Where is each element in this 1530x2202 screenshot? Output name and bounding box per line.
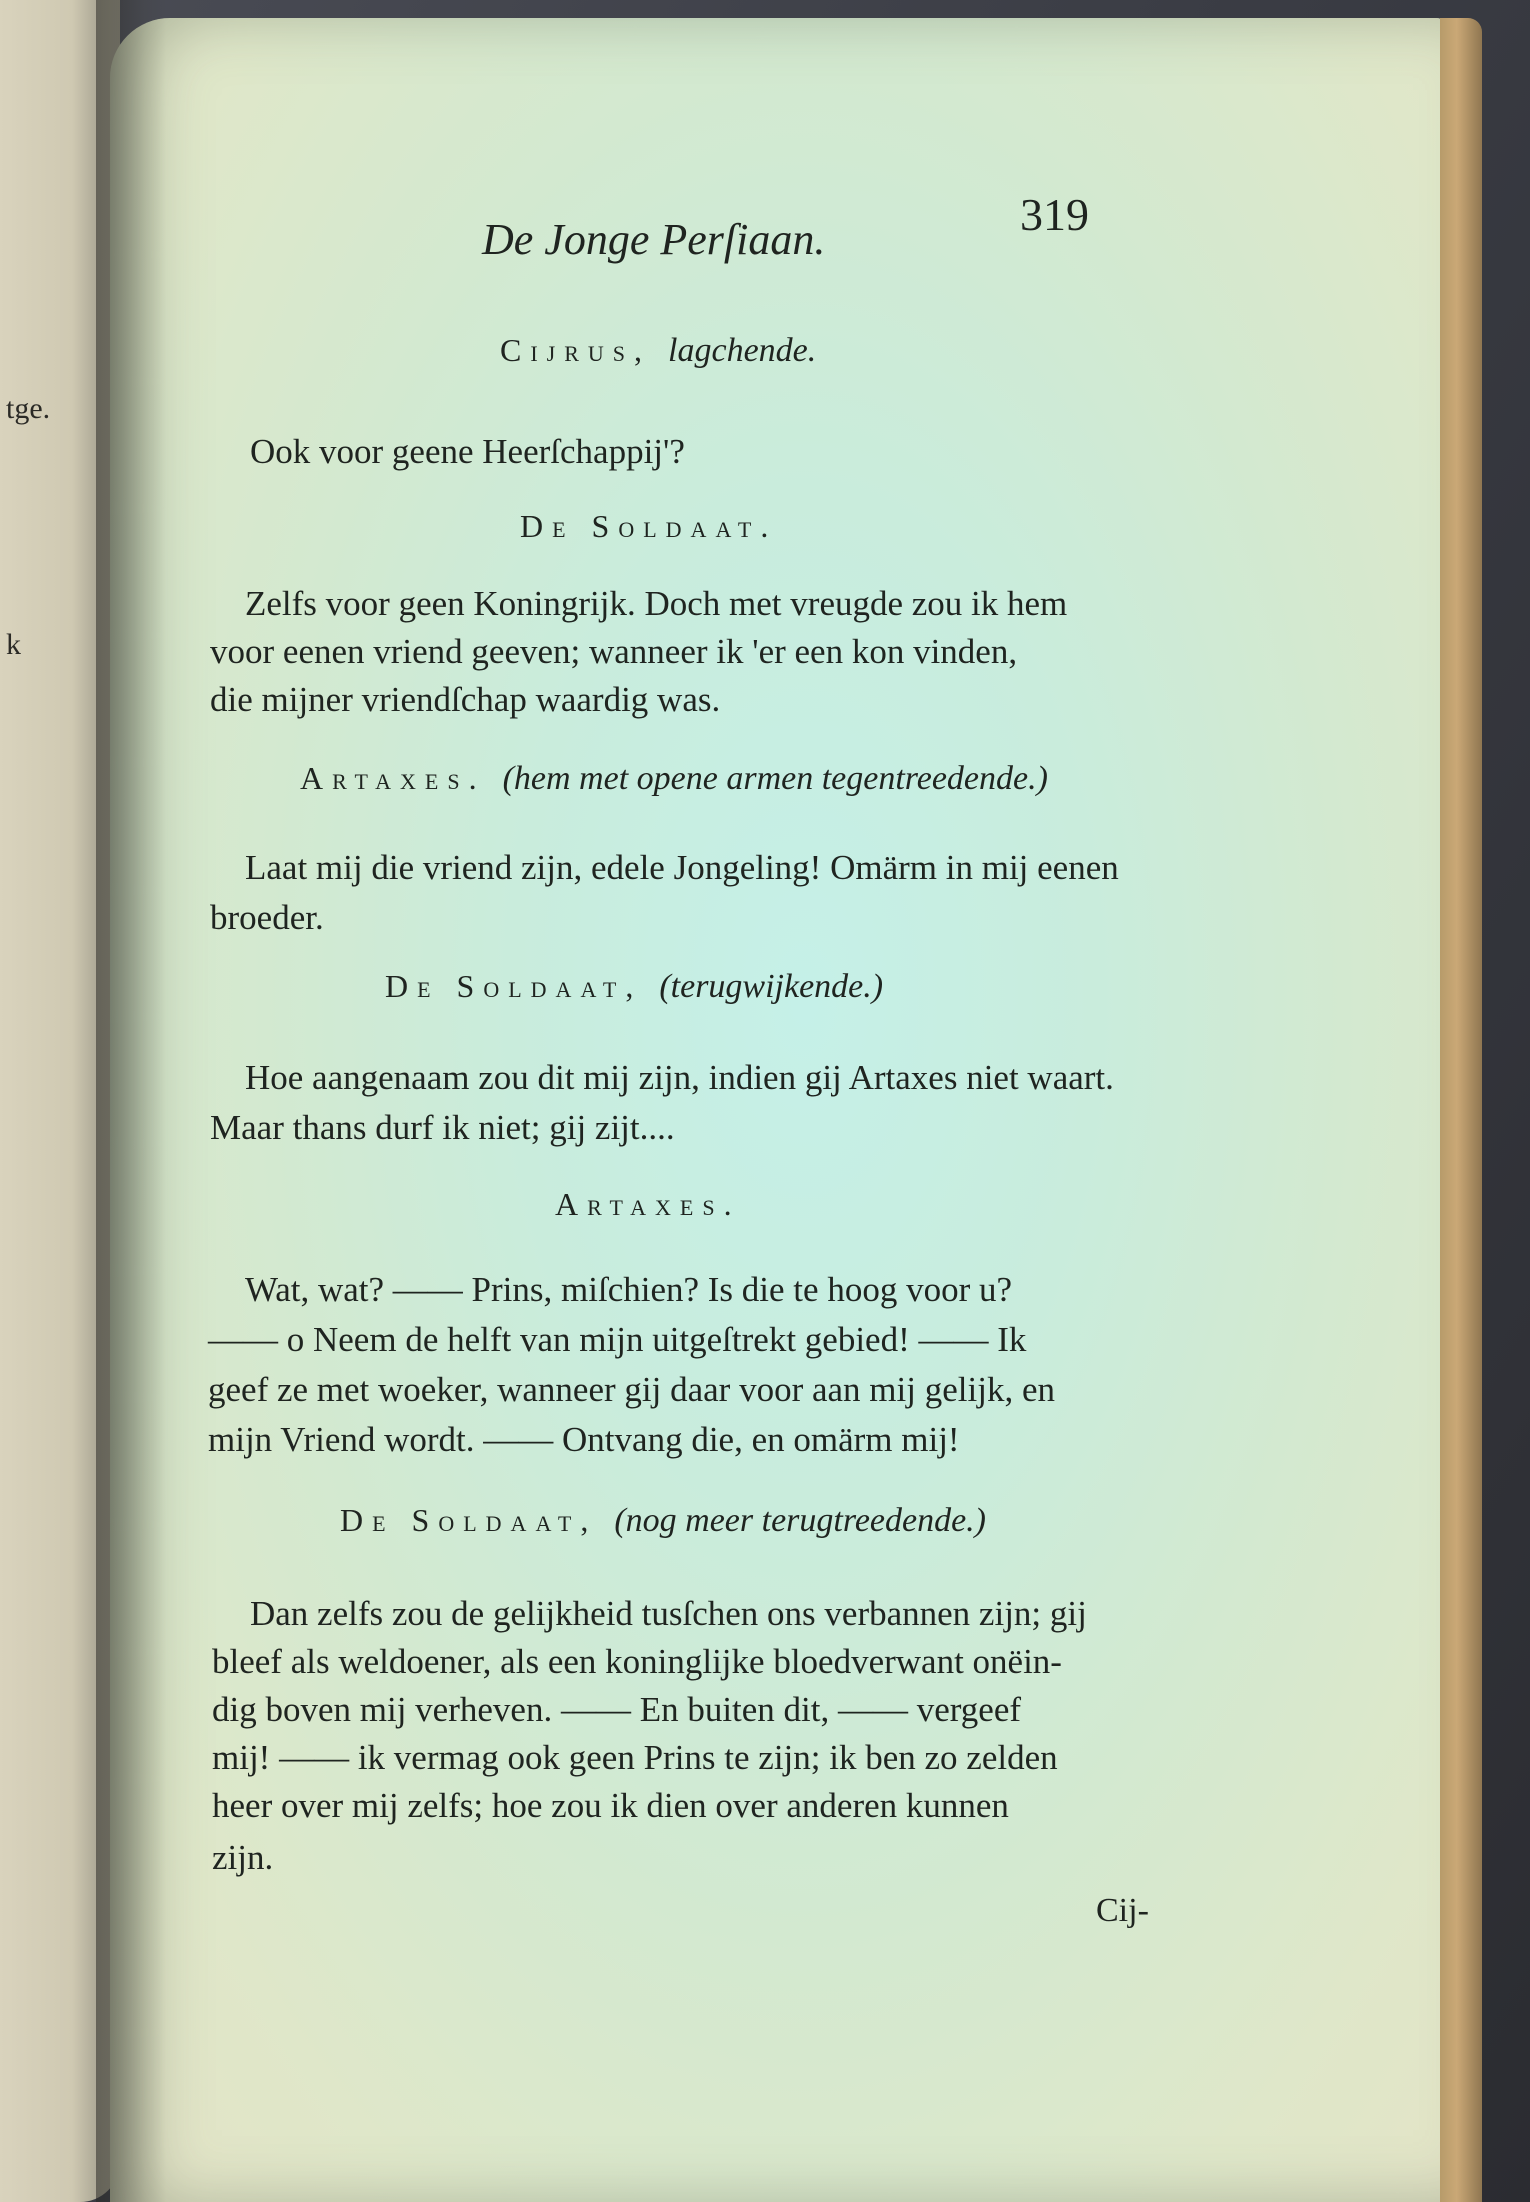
speaker-name: De Soldaat. bbox=[520, 508, 778, 544]
speech-line: dig boven mij verheven. —— En buiten dit, —— vergeef bbox=[212, 1690, 1022, 1729]
speech-line: Ook voor geene Heerſchappij'? bbox=[250, 432, 685, 471]
stage-direction: (nog meer terugtreedende.) bbox=[614, 1502, 987, 1539]
speech-line-text: Zelfs voor geen Koningrijk. Doch met vreugde zou ik hem bbox=[245, 584, 1068, 623]
speech-line: Wat, wat? —— Prins, miſchien? Is die te hoog voor u? bbox=[245, 1270, 1013, 1309]
speech-line: Hoe aangenaam zou dit mij zijn, indien gij Artaxes niet waart. bbox=[245, 1058, 1114, 1097]
facing-page-fragment: k bbox=[6, 628, 21, 661]
stage-direction: lagchende. bbox=[668, 332, 817, 369]
speech-line: broeder. bbox=[210, 898, 324, 937]
speaker-name: De Soldaat, bbox=[385, 968, 643, 1004]
speech-line: mij! —— ik vermag ook geen Prins te zijn; ik ben zo zelden bbox=[212, 1738, 1058, 1777]
facing-page-fragment: tge. bbox=[6, 392, 51, 425]
speaker-heading bbox=[300, 760, 1048, 798]
page-number: 319 bbox=[1020, 189, 1089, 240]
speech-line: Dan zelfs zou de gelijkheid tusſchen ons verbannen zijn; gij bbox=[250, 1594, 1087, 1633]
page-edge bbox=[1440, 18, 1482, 2202]
stage-direction: (hem met opene armen tegentreedende.) bbox=[502, 760, 1048, 797]
speaker-heading bbox=[500, 332, 816, 370]
catchword: Cij- bbox=[1096, 1892, 1149, 1929]
speaker-heading bbox=[385, 968, 883, 1006]
spine-gutter bbox=[96, 0, 166, 2202]
speech-line: bleef als weldoener, als een koninglijke bloedverwant onëin- bbox=[212, 1642, 1062, 1681]
speaker-name: De Soldaat, bbox=[340, 1502, 598, 1538]
speaker-name: Cijrus, bbox=[500, 332, 652, 368]
speech-line: heer over mij zelfs; hoe zou ik dien over anderen kunnen bbox=[212, 1786, 1009, 1825]
speaker-heading bbox=[340, 1502, 986, 1540]
stage-direction: (terugwijkende.) bbox=[659, 968, 884, 1005]
speech-line: die mijner vriendſchap waardig was. bbox=[210, 680, 721, 719]
speaker-name: Artaxes. bbox=[300, 760, 486, 796]
speech-line: Maar thans durf ik niet; gij zijt.... bbox=[210, 1108, 675, 1147]
speech-line: Laat mij die vriend zijn, edele Jongeling! Omärm in mij eenen bbox=[245, 848, 1119, 887]
speech-line: mijn Vriend wordt. —— Ontvang die, en omärm mij! bbox=[208, 1420, 960, 1459]
speech-line: —— o Neem de helft van mijn uitgeſtrekt gebied! —— Ik bbox=[208, 1320, 1027, 1359]
speaker-name: Artaxes. bbox=[555, 1186, 741, 1222]
speech-line: geef ze met woeker, wanneer gij daar voor aan mij gelijk, en bbox=[208, 1370, 1055, 1409]
speaker-heading bbox=[520, 508, 777, 545]
speech-line: zijn. bbox=[212, 1838, 274, 1877]
speech-line: voor eenen vriend geeven; wanneer ik 'er een kon vinden, bbox=[210, 632, 1018, 671]
running-title: De Jonge Perſiaan. bbox=[482, 215, 826, 264]
speech-line bbox=[245, 584, 1145, 624]
speaker-heading bbox=[555, 1186, 741, 1223]
